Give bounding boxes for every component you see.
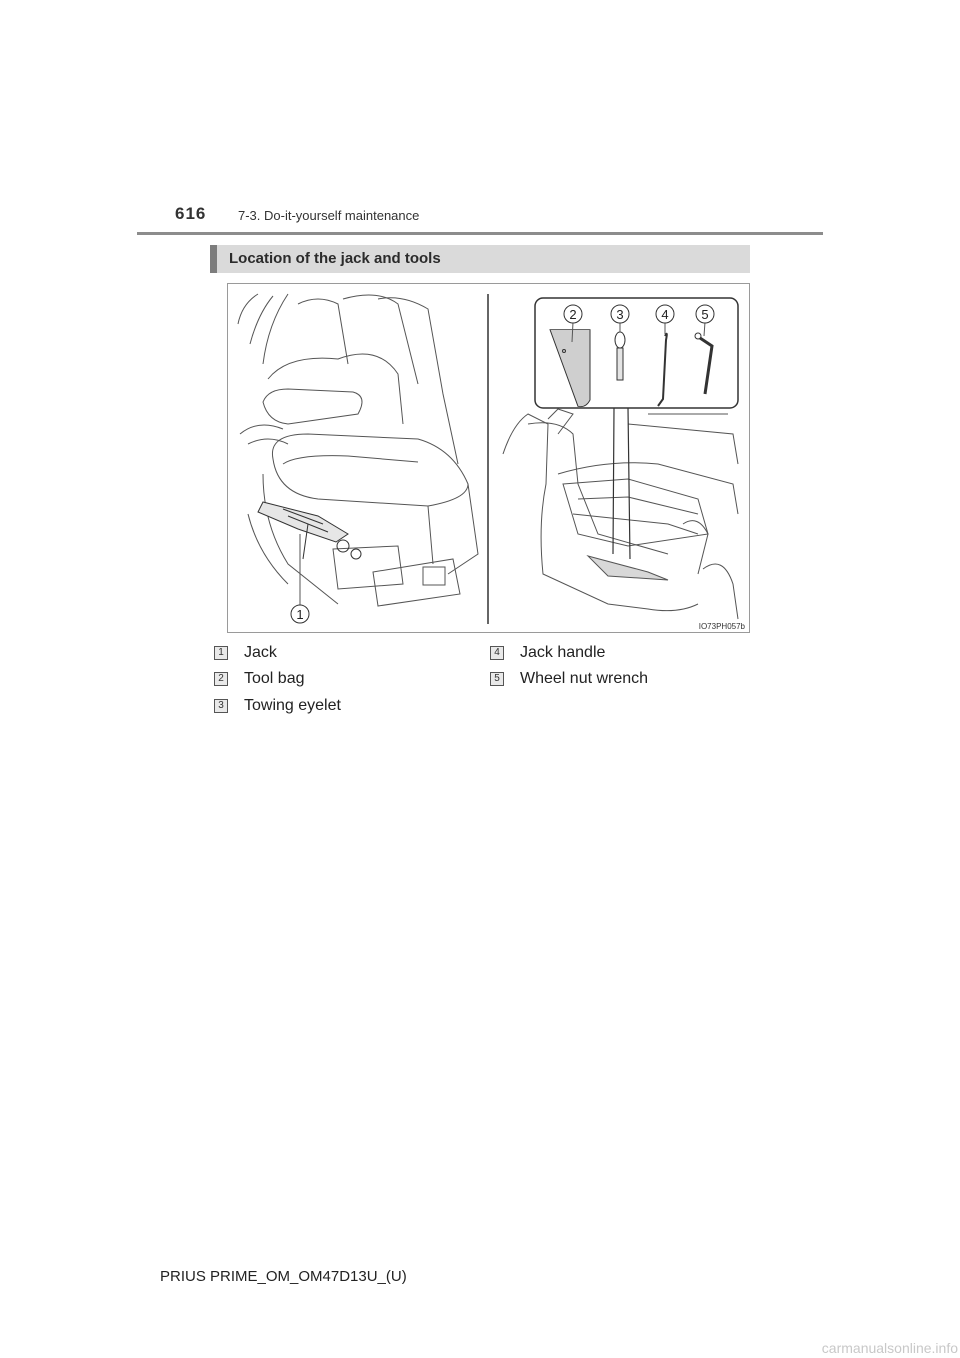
legend-label: Jack handle — [520, 644, 606, 661]
callout-4: 4 — [661, 307, 669, 322]
illustration-svg — [228, 284, 749, 632]
rear-seat-drawing — [238, 294, 478, 606]
jack-drawing — [258, 502, 361, 559]
legend-number: 1 — [214, 646, 228, 660]
header-divider — [137, 232, 823, 235]
section-title-bar — [210, 245, 750, 273]
callout-1: 1 — [296, 607, 304, 622]
legend-number: 4 — [490, 646, 504, 660]
cargo-area-drawing — [503, 409, 738, 619]
watermark: carmanualsonline.info — [821, 1340, 958, 1356]
section-header: 7-3. Do-it-yourself maintenance — [238, 208, 420, 223]
legend-number: 3 — [214, 699, 228, 713]
callout-2: 2 — [569, 307, 577, 322]
section-title: Location of the jack and tools — [229, 250, 441, 267]
legend-label: Wheel nut wrench — [520, 670, 649, 687]
figure-code: IO73PH057b — [698, 622, 745, 631]
footer-document-id: PRIUS PRIME_OM_OM47D13U_(U) — [160, 1268, 407, 1285]
callout-3: 3 — [616, 307, 624, 322]
callout-5: 5 — [701, 307, 709, 322]
page-number: 616 — [175, 204, 207, 223]
jack-tools-illustration — [227, 283, 750, 633]
legend-number: 5 — [490, 672, 504, 686]
legend-label: Towing eyelet — [244, 697, 341, 714]
legend-label: Tool bag — [244, 670, 305, 687]
legend-number: 2 — [214, 672, 228, 686]
legend-label: Jack — [244, 644, 277, 661]
